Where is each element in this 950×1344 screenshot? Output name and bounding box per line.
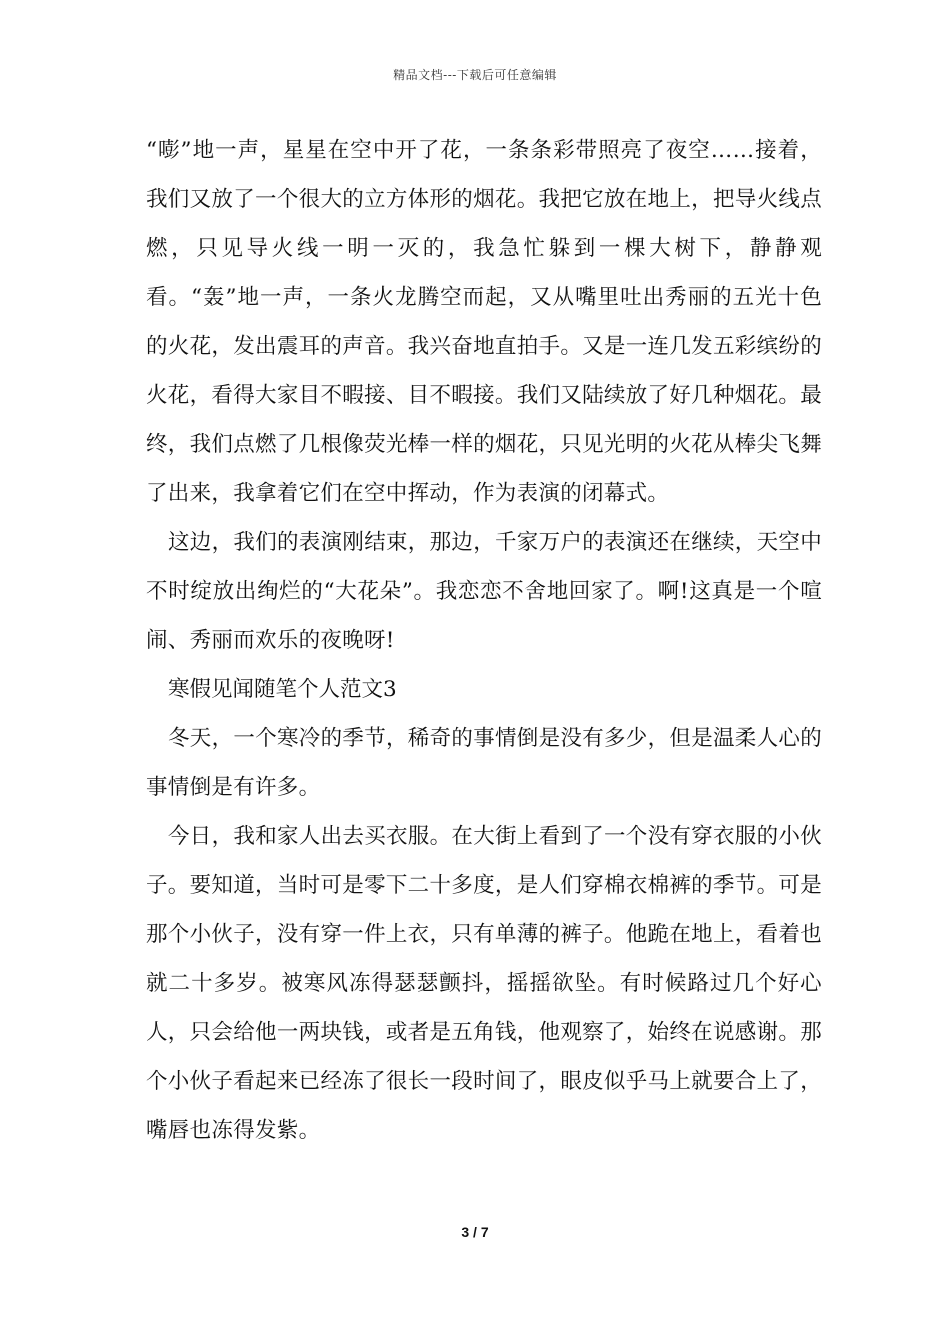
paragraph-night-end: 这边，我们的表演刚结束，那边，千家万户的表演还在继续，天空中不时绽放出绚烂的“大花朵”。我恋恋不舍地回家了。啊!这真是一个喧闹、秀丽而欢乐的夜晚呀! xyxy=(146,530,823,653)
page-header: 精品文档---下载后可任意编辑 xyxy=(393,68,557,82)
paragraph-winter: 冬天，一个寒冷的季节，稀奇的事情倒是没有多少，但是温柔人心的事情倒是有许多。 xyxy=(146,726,823,800)
paragraph-fireworks: “嘭”地一声，星星在空中开了花，一条条彩带照亮了夜空……接着，我们又放了一个很大的立方体形的烟花。我把它放在地上，把导火线点燃，只见导火线一明一灭的，我急忙躲到一棵大树下，静静观看。“轰”地一声，一条火龙腾空而起，又从嘴里吐出秀丽的五光十色的火花，发出震耳的声音。我兴奋地直拍手。又是一连几发五彩缤纷的火花，看得大家目不暇接、目不暇接。我们又陆续放了好几种烟花。最终，我们点燃了几根像荧光棒一样的烟花，只见光明的火花从棒尖飞舞了出来，我拿着它们在空中挥动，作为表演的闭幕式。 xyxy=(146,138,822,506)
page-number: 3 / 7 xyxy=(461,1224,489,1240)
page-body xyxy=(146,126,822,1155)
paragraph-shopping: 今日，我和家人出去买衣服。在大街上看到了一个没有穿衣服的小伙子。要知道，当时可是零下二十多度，是人们穿棉衣棉裤的季节。可是那个小伙子，没有穿一件上衣，只有单薄的裤子。他跪在地上，看着也就二十多岁。被寒风冻得瑟瑟颤抖，摇摇欲坠。有时候路过几个好心人，只会给他一两块钱，或者是五角钱，他观察了，始终在说感谢。那个小伙子看起来已经冻了很长一段时间了，眼皮似乎马上就要合上了，嘴唇也冻得发紫。 xyxy=(146,824,823,1143)
section-heading: 寒假见闻随笔个人范文3 xyxy=(168,677,397,702)
